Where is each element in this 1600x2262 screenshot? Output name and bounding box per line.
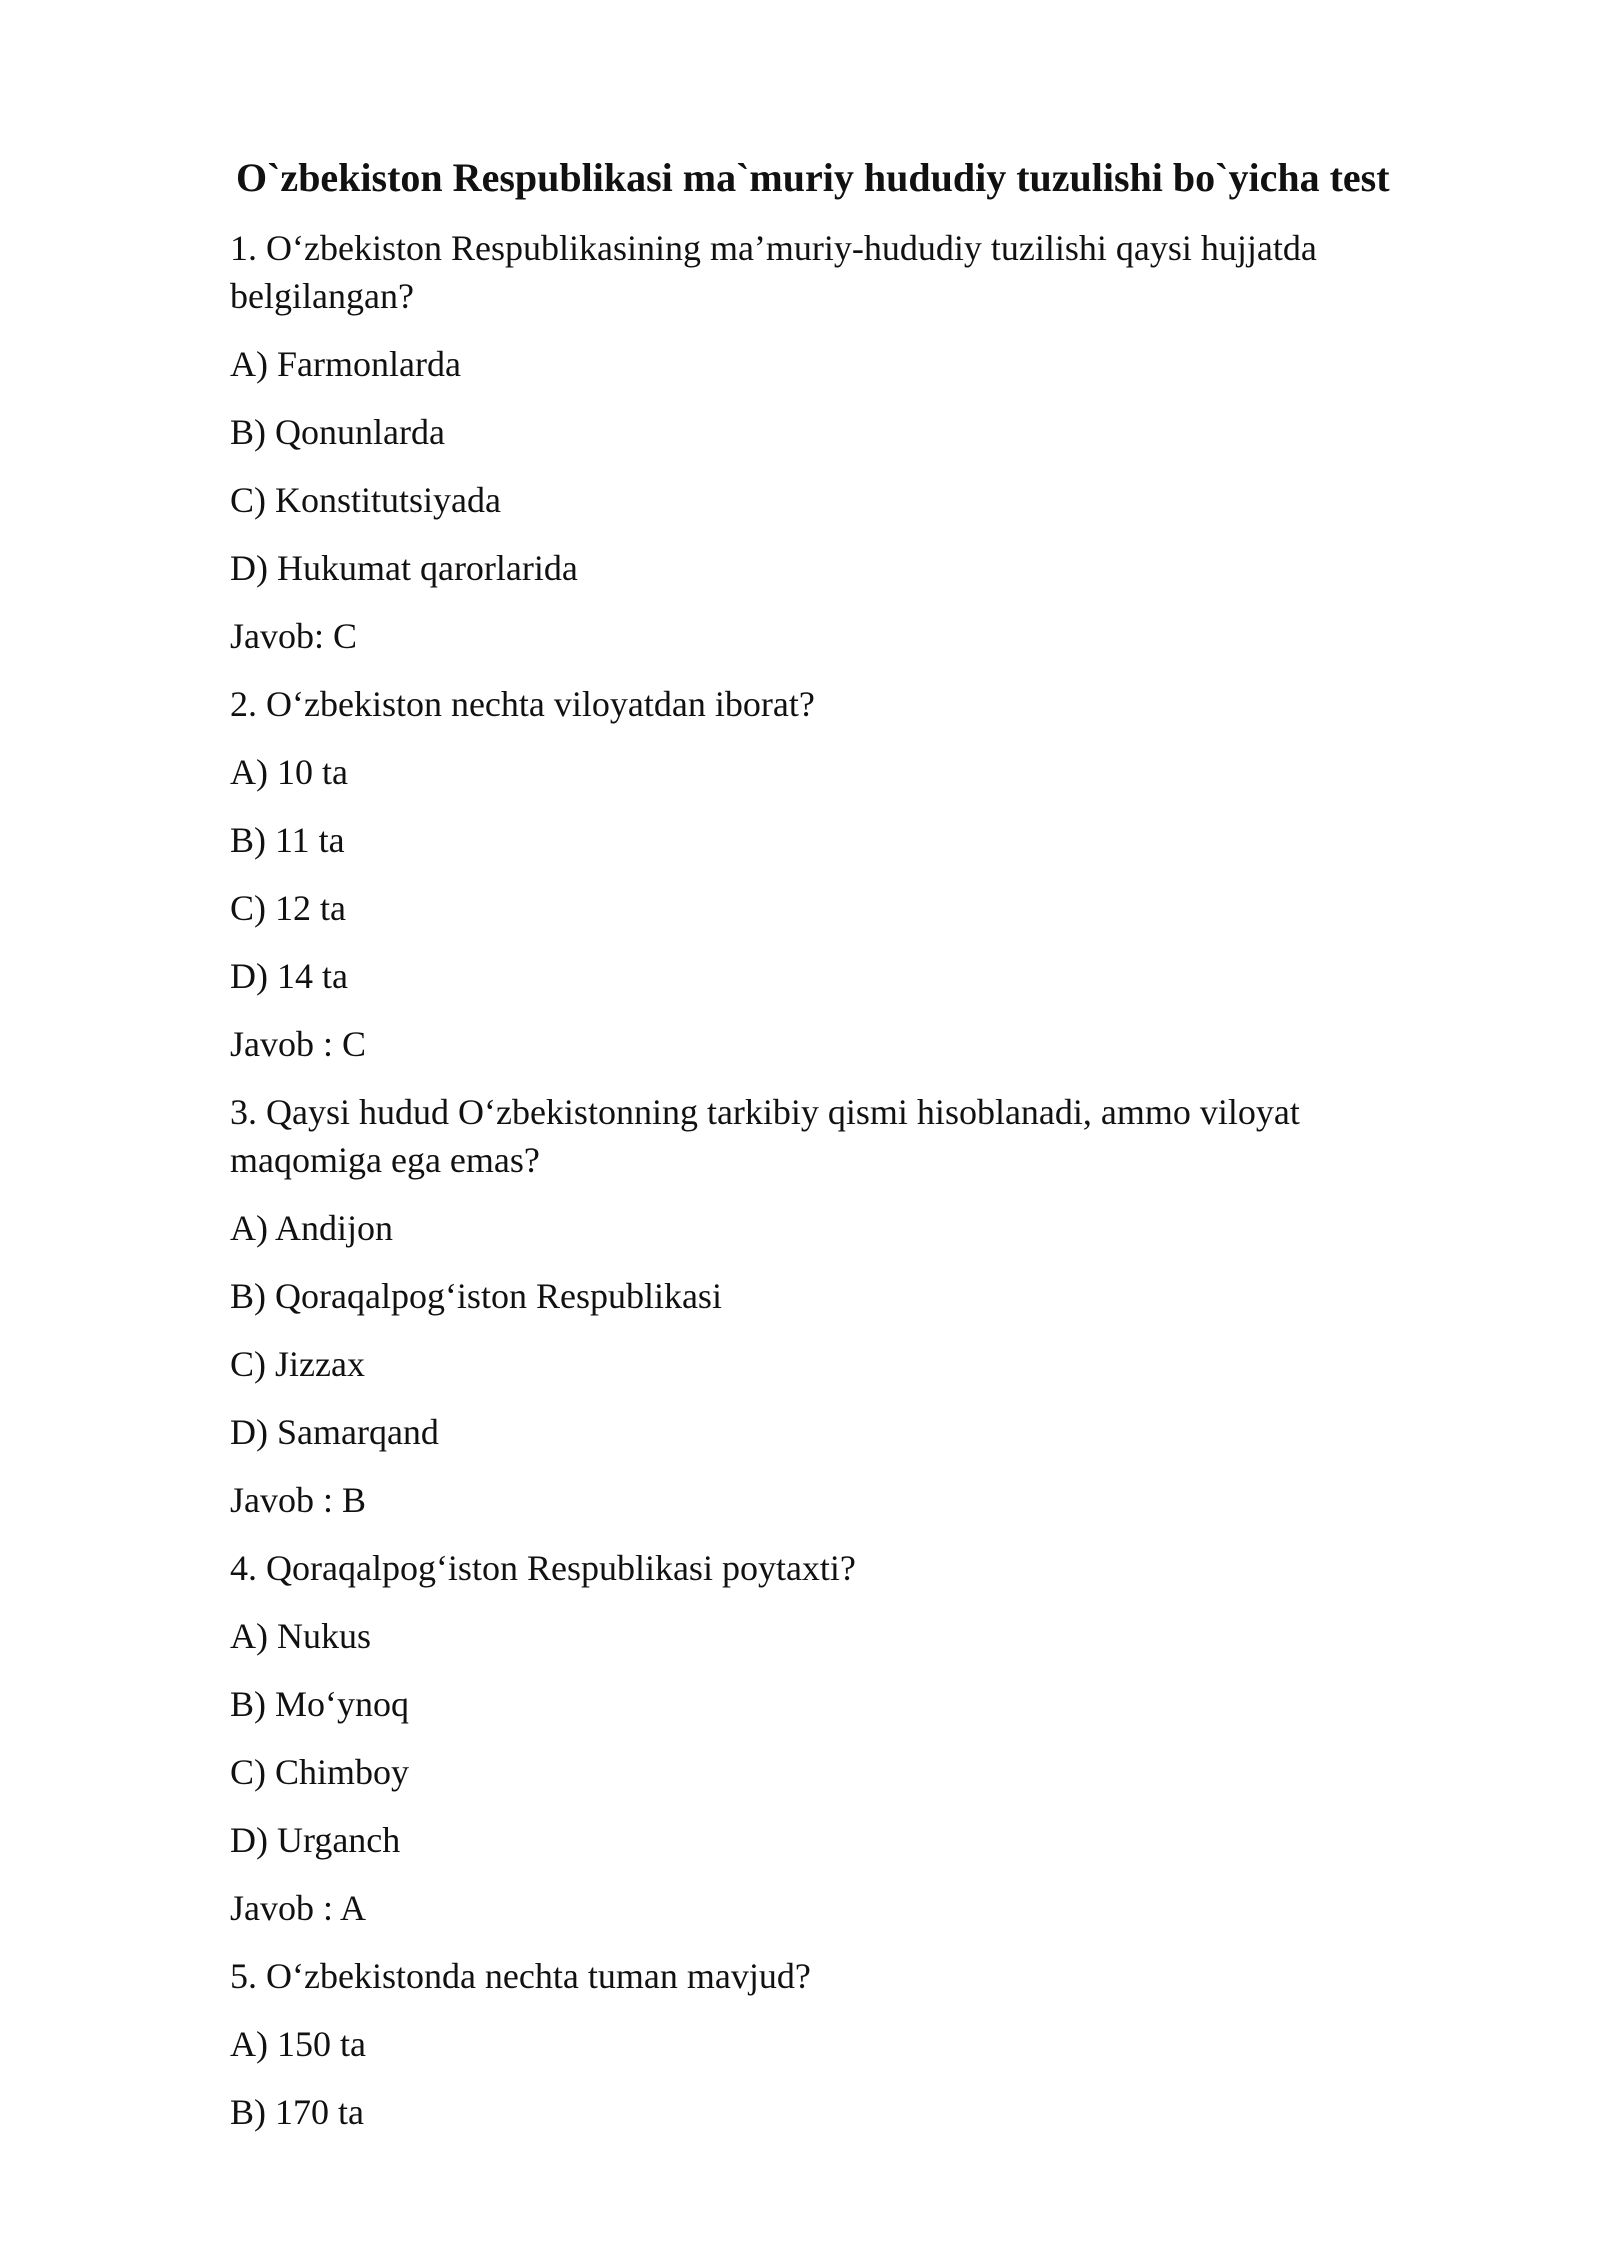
- question-1: 1. O‘zbekiston Respublikasining ma’muriy-hududiy tuzilishi qaysi hujjatda belgilangan?: [230, 228, 1326, 316]
- question-4-option-c: C) Chimboy: [230, 1752, 410, 1792]
- question-2: 2. O‘zbekiston nechta viloyatdan iborat?: [230, 684, 815, 724]
- question-3-option-b: B) Qoraqalpog‘iston Respublikasi: [230, 1276, 722, 1316]
- question-3-option-c: C) Jizzax: [230, 1344, 365, 1384]
- question-3: 3. Qaysi hudud O‘zbekistonning tarkibiy qismi hisoblanadi, ammo viloyat maqomiga ega emas?: [230, 1092, 1309, 1180]
- question-5-option-a: A) 150 ta: [230, 2024, 366, 2064]
- question-2-answer: Javob : C: [230, 1024, 367, 1064]
- question-4-option-d: D) Urganch: [230, 1820, 401, 1860]
- question-1-answer: Javob: C: [230, 616, 358, 656]
- question-3-option-d: D) Samarqand: [230, 1412, 439, 1452]
- document-body: [230, 224, 1410, 2156]
- question-5: 5. O‘zbekistonda nechta tuman mavjud?: [230, 1956, 811, 1996]
- question-4-answer: Javob : A: [230, 1888, 367, 1928]
- question-5-option-b: B) 170 ta: [230, 2092, 364, 2132]
- question-2-option-c: C) 12 ta: [230, 888, 346, 928]
- question-1-option-d: D) Hukumat qarorlarida: [230, 548, 578, 588]
- question-1-option-b: B) Qonunlarda: [230, 412, 445, 452]
- question-4-option-a: A) Nukus: [230, 1616, 371, 1656]
- question-2-option-d: D) 14 ta: [230, 956, 348, 996]
- question-4-option-b: B) Mo‘ynoq: [230, 1684, 409, 1724]
- document-title: O`zbekiston Respublikasi ma`muriy hududiy tuzulishi bo`yicha test: [236, 155, 1390, 200]
- question-3-option-a: A) Andijon: [230, 1208, 394, 1248]
- question-4: 4. Qoraqalpog‘iston Respublikasi poytaxti?: [230, 1548, 856, 1588]
- question-3-answer: Javob : B: [230, 1480, 367, 1520]
- question-1-option-a: A) Farmonlarda: [230, 344, 461, 384]
- question-2-option-a: A) 10 ta: [230, 752, 348, 792]
- question-2-option-b: B) 11 ta: [230, 820, 345, 860]
- question-1-option-c: C) Konstitutsiyada: [230, 480, 501, 520]
